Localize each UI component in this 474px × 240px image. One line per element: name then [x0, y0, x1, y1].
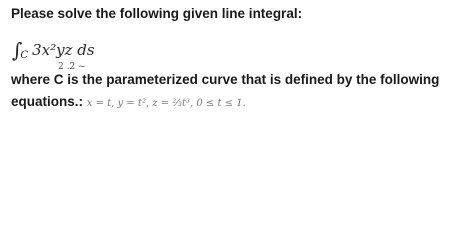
- line-integral-expression: [12, 38, 95, 64]
- integrand: 3x²yz ds: [32, 41, 95, 59]
- integral-sign: ∫: [12, 38, 23, 62]
- equations-line: [11, 94, 246, 109]
- question-heading: Please solve the following given line integral:: [11, 6, 303, 21]
- integral-subscript: C: [20, 50, 29, 62]
- curve-description: where C is the parameterized curve that is defined by the following: [11, 72, 440, 87]
- equations-label: equations.:: [11, 94, 84, 109]
- cutoff-math-fragment: 2 .2 ~: [58, 62, 86, 72]
- parametric-equations: x = t, y = t², z = ⅔t³, 0 ≤ t ≤ 1.: [86, 98, 246, 109]
